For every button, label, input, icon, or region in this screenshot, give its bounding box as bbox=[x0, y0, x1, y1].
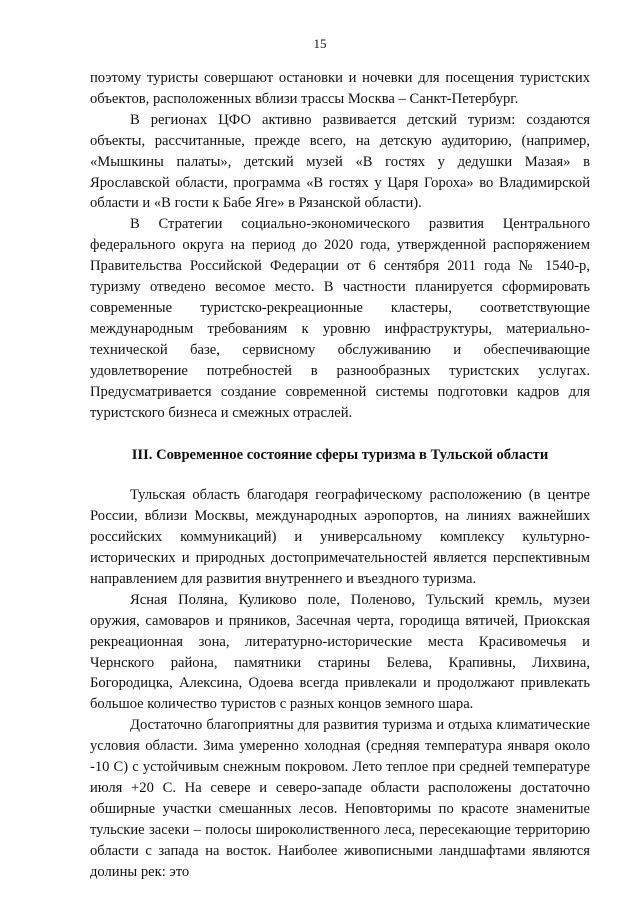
paragraph-climate: Достаточно благоприятны для развития туризма и отдыха климатические условия области. Зима умеренно холодная (средняя температура января около -10 С) с устойчивым снежным покровом. Лето теплое при средней температуре июля +20 С. На севере и северо-западе области расположены достаточно обширные участки смешанных лесов. Неповторимы по красоте знаменитые тульские засеки – полосы широколиственного леса, пересекающие территорию области с запада на восток. Наиболее живописными ландшафтами являются долины рек: это bbox=[90, 717, 590, 880]
paragraph-strategy: В Стратегии социально-экономического развития Центрального федерального округа на период до 2020 года, утвержденной распоряжением Правительства Российской Федерации от 6 сентября 2011 года № 1540-р, туризму отведено весомое место. В частности планируется сформировать современные туристско-рекреационные кластеры, соответствующие международным требованиям к уровню инфраструктуры, материально-технической базе, сервисному обслуживанию и обеспечивающие удовлетворение потребностей в разнообразных туристских услугах. Предусматривается создание современной системы подготовки кадров для туристского бизнеса и смежных отраслей. bbox=[90, 216, 590, 421]
page-content bbox=[90, 68, 590, 883]
section-heading: III. Современное состояние сферы туризма в Тульской области bbox=[131, 447, 549, 464]
paragraph-geography: Тульская область благодаря географическому расположению (в центре России, вблизи Москвы, международных аэропортов, на линиях важнейших российских коммуникаций) и универсальному комплексу культурно-исторических и природных достопримечательностей является перспективным направлением для развития внутреннего и въездного туризма. bbox=[90, 487, 590, 587]
paragraph-continuation: поэтому туристы совершают остановки и ночевки для посещения туристских объектов, расположенных вблизи трассы Москва – Санкт-Петербург. bbox=[90, 70, 590, 107]
paragraph-childrens-tourism: В регионах ЦФО активно развивается детский туризм: создаются объекты, рассчитанные, прежде всего, на детскую аудиторию, (например, «Мышкины палаты», детский музей «В гостях у дедушки Мазая» в Ярославской области, программа «В гостях у Царя Гороха» во Владимирской области и «В гости к Бабе Яге» в Рязанской области). bbox=[90, 111, 590, 212]
page-number: 15 bbox=[313, 36, 327, 51]
paragraph-attractions: Ясная Поляна, Куликово поле, Поленово, Тульский кремль, музеи оружия, самоваров и пряников, Засечная черта, городища вятичей, Приокская рекреационная зона, литературно-исторические места Красивомечья и Чернского района, памятники старины Белева, Крапивны, Лихвина, Богородицка, Алексина, Одоева всегда привлекали и продолжают привлекать большое количество туристов с разных концов земного шара. bbox=[90, 591, 590, 713]
